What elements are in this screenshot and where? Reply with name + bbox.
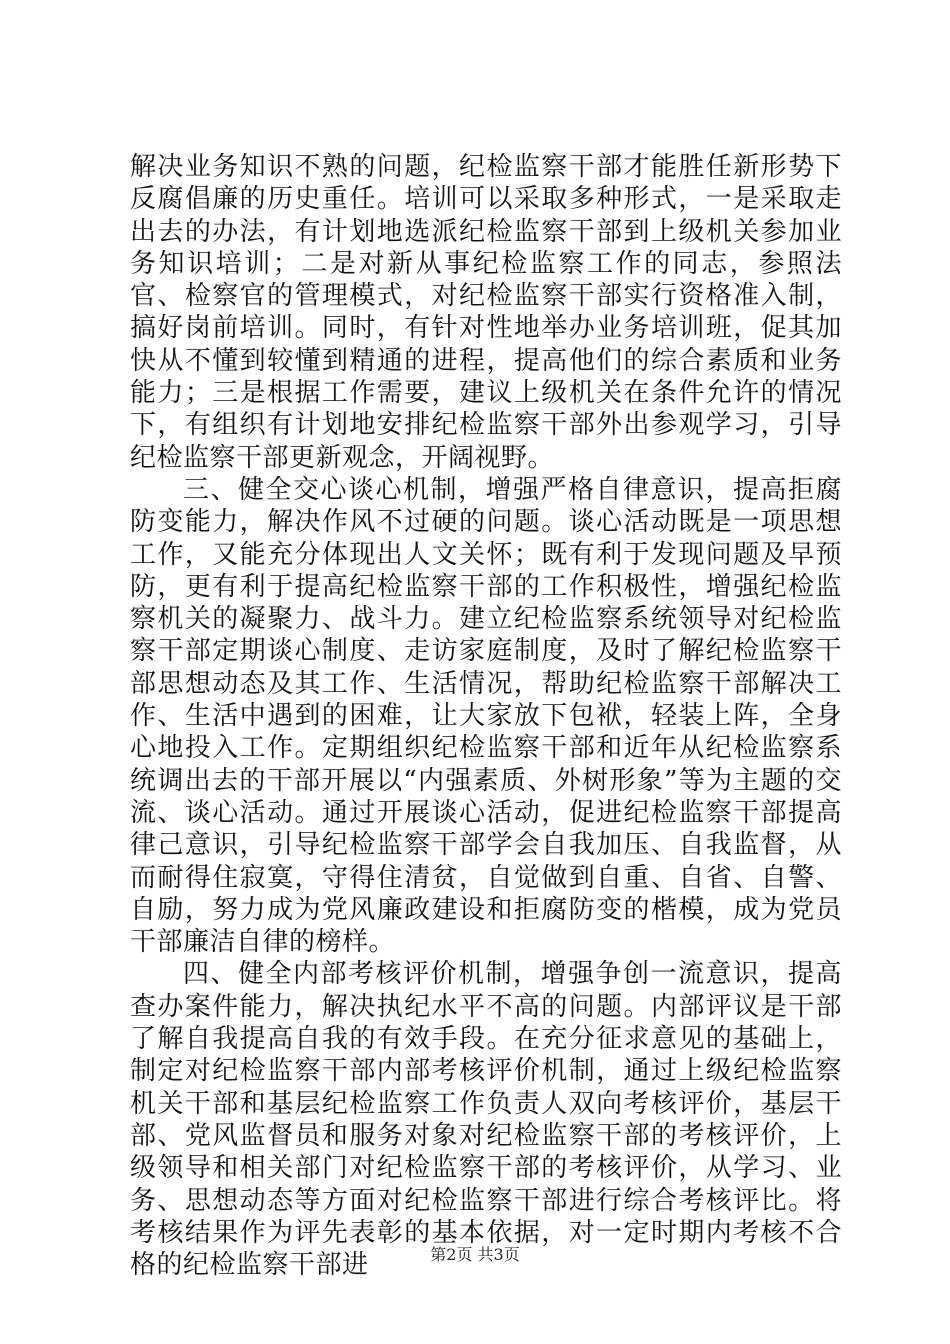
paragraph-training: 解决业务知识不熟的问题，纪检监察干部才能胜任新形势下反腐倡廉的历史重任。培训可以采取多种形式，一是采取走出去的办法，有计划地选派纪检监察干部到上级机关参加业务知识培训；二是对新从事纪检监察工作的同志，参照法官、检察官的管理模式，对纪检监察干部实行资格准入制，搞好岗前培训。同时，有针对性地举办业务培训班，促其加快从不懂到较懂到精通的进程，提高他们的综合素质和业务能力；三是根据工作需要，建议上级机关在条件允许的情况下，有组织有计划地安排纪检监察干部外出参观学习，引导纪检监察干部更新观念，开阔视野。 [130,152,842,473]
page-number-footer: 第2页 共3页 [430,1245,520,1264]
paragraph-internal-evaluation-mechanism: 四、健全内部考核评价机制，增强争创一流意识，提高查办案件能力，解决执纪水平不高的问题。内部评议是干部了解自我提高自我的有效手段。在充分征求意见的基础上，制定对纪检监察干部内部考核评价机制，通过上级纪检监察机关干部和基层纪检监察工作负责人双向考核评价，基层干部、党风监督员和服务对象对纪检监察干部的考核评价，上级领导和相关部门对纪检监察干部的考核评价，从学习、业务、思想动态等方面对纪检监察干部进行综合考核评比。将考核结果作为评先表彰的基本依据，对一定时期内考核不合格的纪检监察干部进 [130,959,842,1281]
document-body [130,151,842,1281]
paragraph-heart-to-heart-mechanism: 三、健全交心谈心机制，增强严格自律意识，提高拒腐防变能力，解决作风不过硬的问题。谈心活动既是一项思想工作，又能充分体现出人文关怀；既有利于发现问题及早预防，更有利于提高纪检监察干部的工作积极性，增强纪检监察机关的凝聚力、战斗力。建立纪检监察系统领导对纪检监察干部定期谈心制度、走访家庭制度，及时了解纪检监察干部思想动态及其工作、生活情况，帮助纪检监察干部解决工作、生活中遇到的困难，让大家放下包袱，轻装上阵，全身心地投入工作。定期组织纪检监察干部和近年从纪检监察系统调出去的干部开展以“内强素质、外树形象”等为主题的交流、谈心活动。通过开展谈心活动，促进纪检监察干部提高律己意识，引导纪检监察干部学会自我加压、自我监督，从而耐得住寂寞，守得住清贫，自觉做到自重、自省、自警、自励，努力成为党风廉政建设和拒腐防变的楷模，成为党员干部廉洁自律的榜样。 [130,474,842,958]
